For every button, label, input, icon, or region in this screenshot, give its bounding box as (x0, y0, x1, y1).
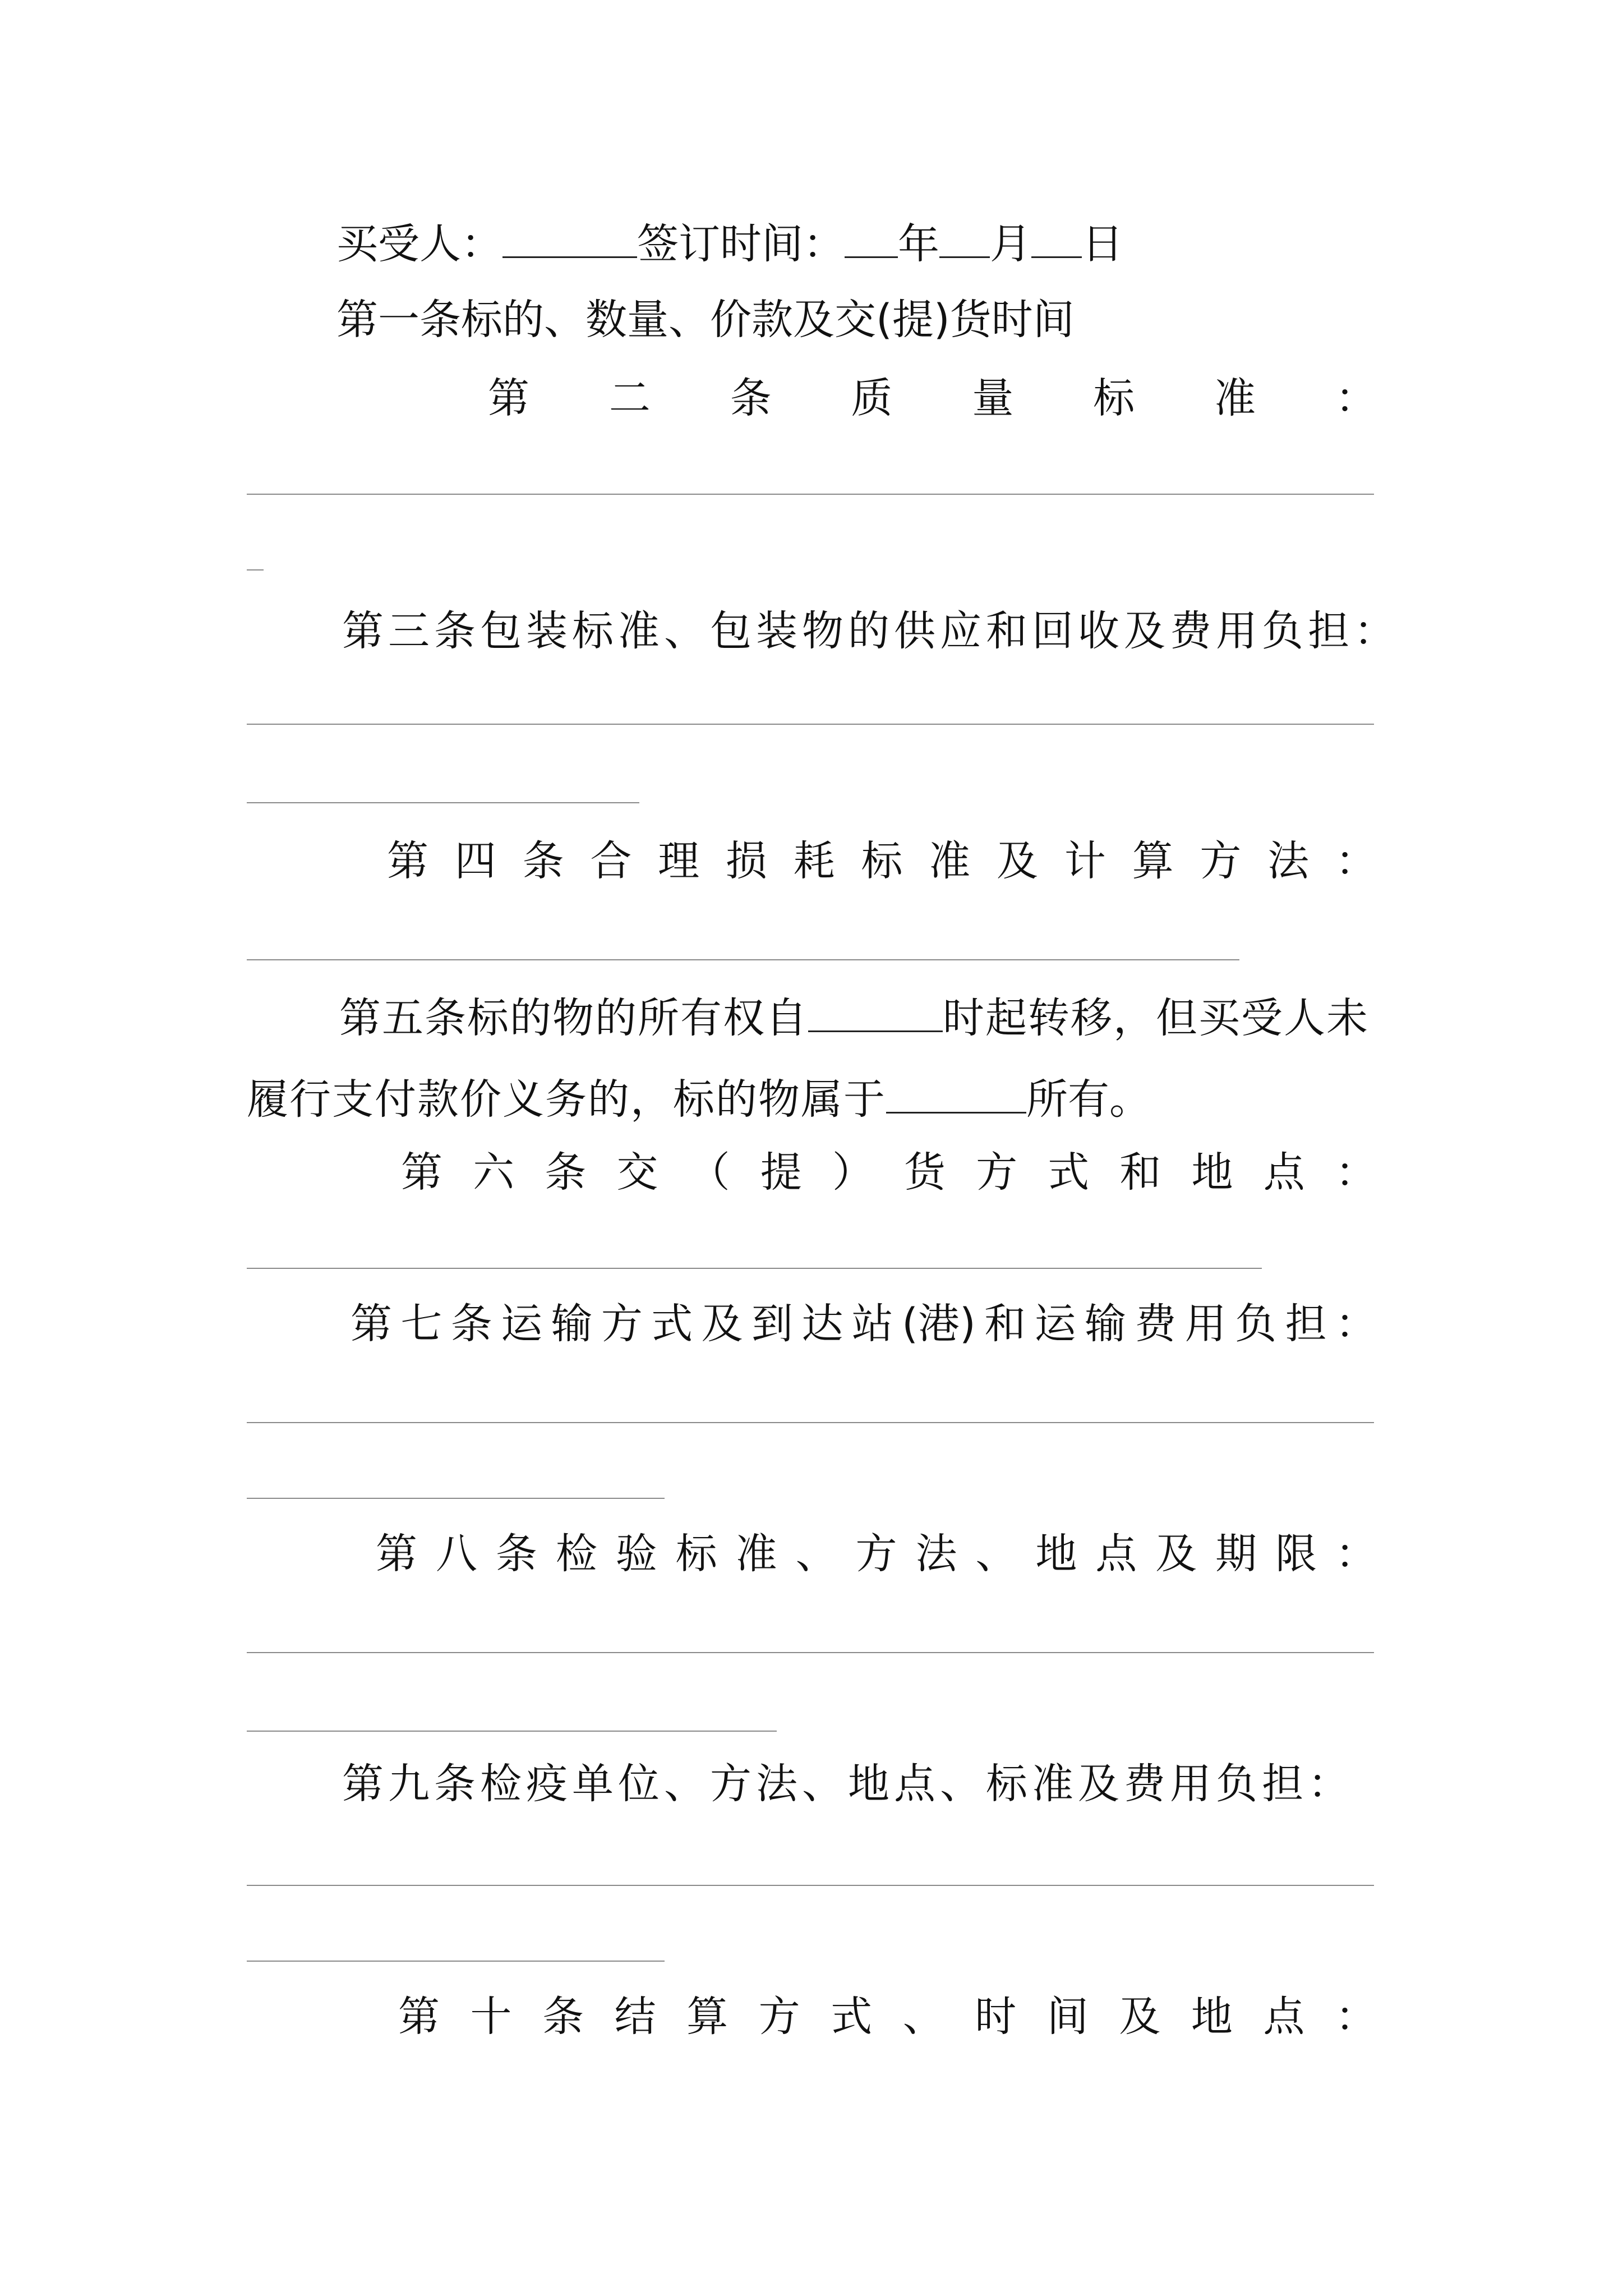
day-blank[interactable] (1031, 216, 1082, 258)
clause-4-char: 损 (725, 837, 767, 885)
clause-5-line-2 (247, 1071, 1200, 1128)
clause-6-char: 条 (545, 1148, 587, 1197)
clause-10-char: 式 (831, 1993, 873, 2041)
clause-3-fill-line[interactable] (247, 724, 1374, 725)
buyer-label: 买受人： (336, 220, 502, 268)
clause-10-char: 方 (758, 1993, 800, 2041)
clause-4-char: 耗 (793, 837, 835, 885)
clause-8-char: 八 (435, 1530, 477, 1578)
owner-blank[interactable] (886, 1071, 1026, 1114)
clause-7-char: 方 (601, 1300, 643, 1348)
buyer-blank[interactable] (502, 216, 637, 258)
clause-10-char: 时 (975, 1993, 1017, 2041)
clause-7-char: 负 (1235, 1300, 1277, 1348)
clause-8-char: 条 (495, 1530, 537, 1578)
clause-10-char: 间 (1046, 1993, 1089, 2041)
clause-2-char: 质 (851, 374, 893, 422)
clause-8-char: 期 (1215, 1530, 1257, 1578)
clause-10-char: 算 (686, 1993, 728, 2041)
clause-8-char: 验 (615, 1530, 657, 1578)
clause-7-char: 输 (551, 1300, 593, 1348)
clause-6-char: 第 (401, 1148, 442, 1197)
clause-7-char: 到 (751, 1300, 793, 1348)
clause-2-char: 第 (488, 374, 529, 422)
clause-7-char: 达 (801, 1300, 843, 1348)
clause-4-char: 标 (861, 837, 903, 885)
clause-6-char: ： (1335, 1148, 1377, 1197)
clause-7-char: 费 (1135, 1300, 1177, 1348)
clause-6-char: 式 (1048, 1148, 1090, 1197)
clause-2-fill-line[interactable] (247, 494, 1374, 495)
clause-10-char: 十 (470, 1993, 512, 2041)
clause-7-fill-line[interactable] (247, 1422, 1374, 1423)
clause-1: 第一条标的、数量、价款及交(提)货时间 (336, 296, 1075, 344)
month-blank[interactable] (939, 216, 990, 258)
clause-4-char: 准 (929, 837, 971, 885)
clause-6-char: 地 (1191, 1148, 1233, 1197)
clause-8 (376, 1526, 1377, 1582)
clause-8-fill-line[interactable] (247, 1652, 1374, 1653)
clause-2-char: 二 (608, 374, 651, 422)
clause-8-char: 第 (376, 1530, 417, 1578)
clause-4 (387, 833, 1377, 889)
clause-8-char: 检 (555, 1530, 597, 1578)
clause-2-char: 量 (972, 374, 1014, 422)
clause-4-char: 合 (590, 837, 632, 885)
clause-4-char: 计 (1064, 837, 1106, 885)
clause-7-char: 担 (1285, 1300, 1327, 1348)
clause-10-char: 第 (398, 1993, 440, 2041)
clause-8-char: 标 (675, 1530, 717, 1578)
clause-9-fill-line[interactable] (247, 1885, 1374, 1886)
clause-2-char: 条 (730, 374, 772, 422)
clause-9-text: 第九条检疫单位、方法、地点、标准及费用负担： (342, 1760, 1354, 1808)
year-label: 年 (898, 220, 939, 268)
clause-7-char: 和 (984, 1300, 1026, 1348)
clause-10-char: 条 (542, 1993, 584, 2041)
clause-3 (342, 603, 1400, 659)
clause-5-text-a: 第五条标的物的所有权自 (339, 994, 808, 1042)
clause-5-text-d: 所有。 (1026, 1075, 1151, 1124)
clause-6-char: 六 (473, 1148, 515, 1197)
clause-6-char: 点 (1263, 1148, 1305, 1197)
clause-4-char: 法 (1267, 837, 1310, 885)
clause-7-char: 用 (1184, 1300, 1227, 1348)
clause-3-fill-line-end[interactable] (247, 802, 639, 803)
clause-6 (401, 1144, 1377, 1200)
clause-8-char: 地 (1035, 1530, 1077, 1578)
buyer-signing-line (336, 216, 1178, 272)
day-label: 日 (1082, 220, 1123, 268)
clause-6-char: 提 (760, 1148, 802, 1197)
clause-9 (342, 1756, 1377, 1812)
signing-time-label: 签订时间： (637, 220, 845, 268)
clause-8-char: 准 (735, 1530, 777, 1578)
clause-4-char: 理 (658, 837, 700, 885)
clause-4-char: 第 (387, 837, 428, 885)
clause-6-char: 货 (903, 1148, 946, 1197)
clause-8-char: ： (1335, 1530, 1377, 1578)
clause-10-char: 地 (1191, 1993, 1233, 2041)
clause-10-char: 结 (614, 1993, 656, 2041)
clause-6-char: ） (832, 1148, 874, 1197)
clause-8-char: 、 (795, 1530, 837, 1578)
clause-4-fill-line[interactable] (247, 959, 1239, 960)
clause-10-char: 点 (1263, 1993, 1305, 2041)
clause-8-char: 、 (975, 1530, 1017, 1578)
clause-2-char: 准 (1214, 374, 1256, 422)
year-blank[interactable] (845, 216, 898, 258)
clause-7-char: 七 (400, 1300, 442, 1348)
clause-7-char: 运 (501, 1300, 543, 1348)
clause-8-fill-line-end[interactable] (247, 1731, 777, 1732)
clause-6-char: 和 (1119, 1148, 1161, 1197)
clause-4-char: 条 (522, 837, 564, 885)
clause-7-char: ： (1335, 1300, 1377, 1348)
clause-7-char: 第 (351, 1300, 392, 1348)
clause-6-char: （ (688, 1148, 730, 1197)
clause-5-line-1 (339, 990, 1405, 1046)
clause-7-char: 站 (851, 1300, 893, 1348)
clause-4-char: 四 (454, 837, 496, 885)
clause-7-char: 运 (1034, 1300, 1076, 1348)
clause-7-char: 及 (701, 1300, 743, 1348)
ownership-transfer-blank[interactable] (808, 990, 943, 1032)
clause-8-char: 限 (1275, 1530, 1317, 1578)
clause-10-char: 及 (1119, 1993, 1161, 2041)
clause-2-char: ： (1335, 374, 1377, 422)
clause-3-text: 第三条包装标准、包装物的供应和回收及费用负担： (342, 607, 1400, 655)
clause-2-fill-tick (247, 569, 264, 570)
clause-5-text-c: 履行支付款价义务的，标的物属于 (247, 1075, 886, 1124)
clause-7-fill-line-end[interactable] (247, 1498, 665, 1499)
clause-4-char: ： (1335, 837, 1377, 885)
clause-7-char: 输 (1085, 1300, 1126, 1348)
clause-9-fill-line-end[interactable] (247, 1961, 665, 1962)
clause-5-text-b: 时起转移，但买受人未 (943, 994, 1369, 1042)
clause-4-char: 方 (1200, 837, 1242, 885)
clause-6-char: 交 (616, 1148, 658, 1197)
clause-2-char: 标 (1093, 374, 1135, 422)
clause-10 (398, 1989, 1377, 2045)
clause-7-char: 式 (651, 1300, 693, 1348)
clause-10-char: ： (1335, 1993, 1377, 2041)
clause-7-char: (港) (902, 1300, 976, 1348)
clause-4-char: 算 (1132, 837, 1174, 885)
clause-2 (488, 370, 1377, 426)
clause-7-char: 条 (450, 1300, 492, 1348)
clause-10-char: 、 (902, 1993, 944, 2041)
clause-8-char: 法 (915, 1530, 957, 1578)
month-label: 月 (990, 220, 1031, 268)
clause-6-char: 方 (976, 1148, 1018, 1197)
clause-7 (351, 1296, 1377, 1352)
clause-8-char: 及 (1155, 1530, 1197, 1578)
clause-6-fill-line[interactable] (247, 1268, 1262, 1269)
clause-8-char: 点 (1095, 1530, 1137, 1578)
clause-8-char: 方 (855, 1530, 897, 1578)
clause-4-char: 及 (997, 837, 1039, 885)
